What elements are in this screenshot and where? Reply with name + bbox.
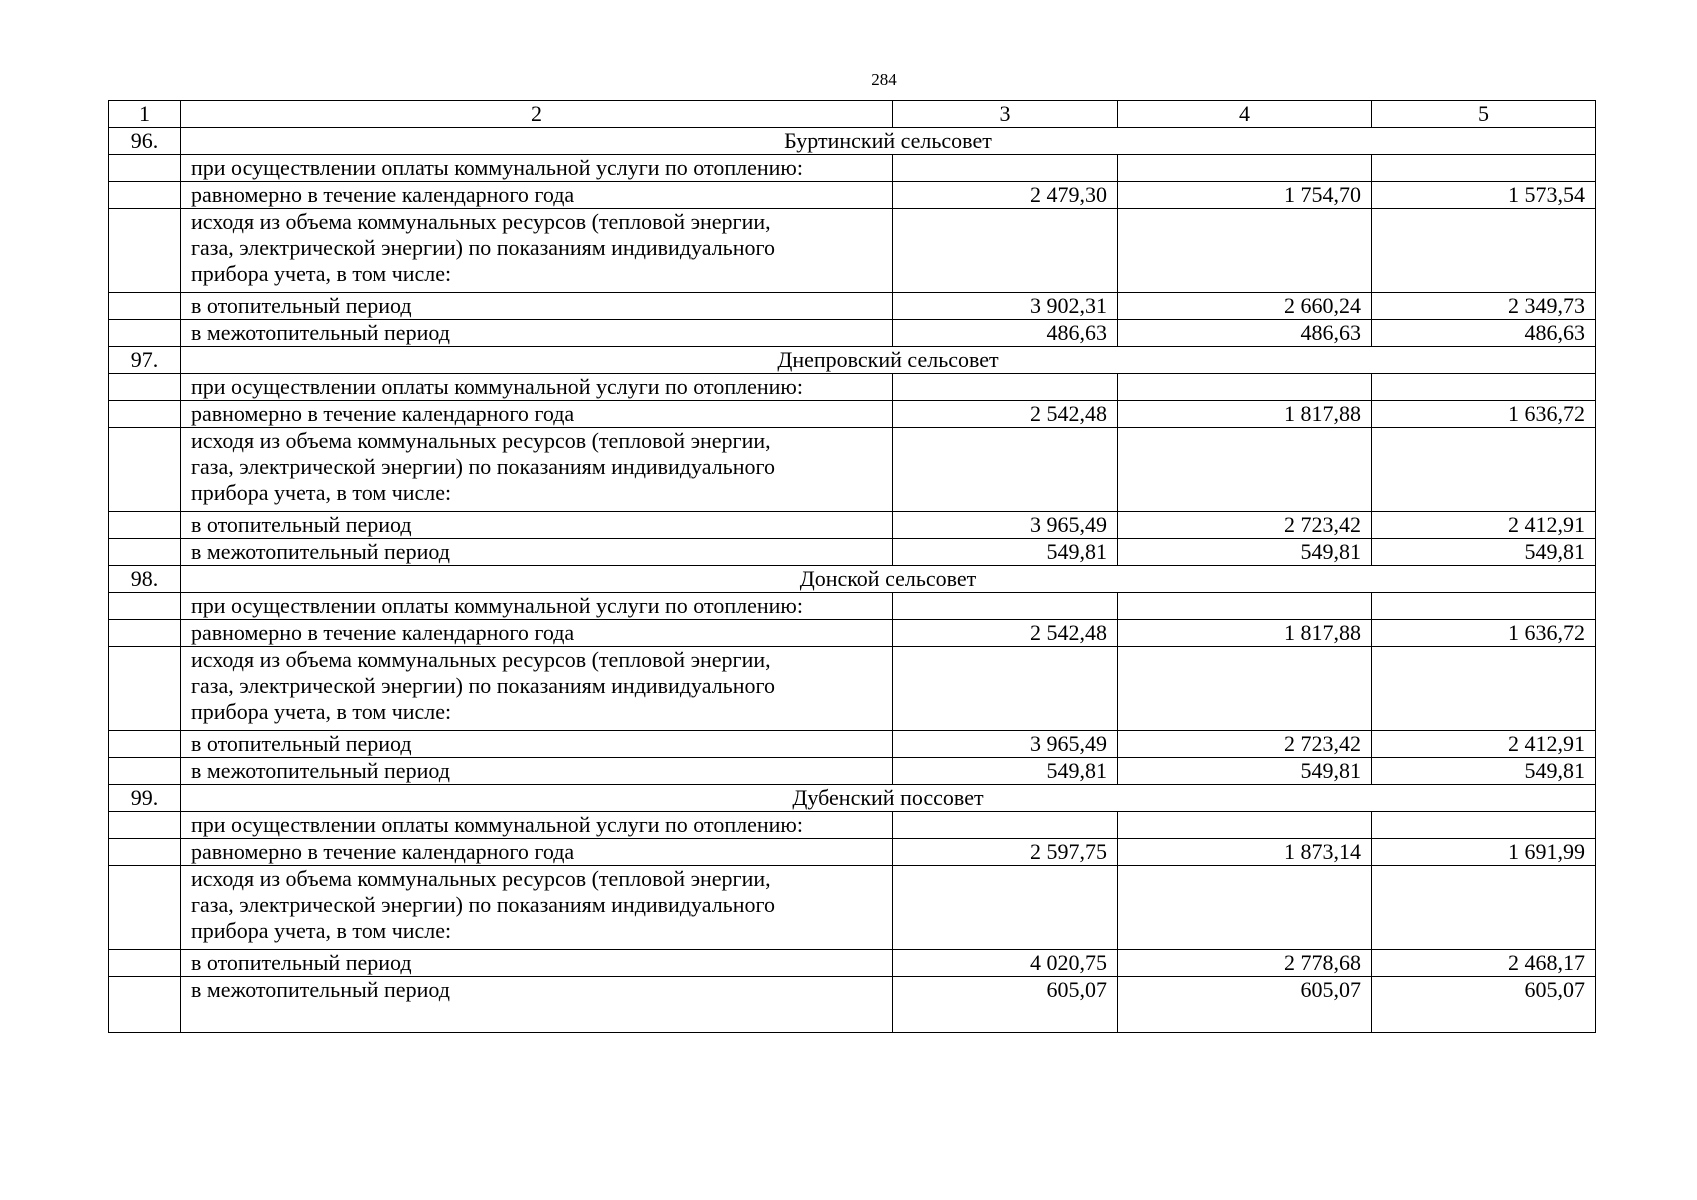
value-col5: 2 412,91 [1372,731,1596,758]
value-col5: 549,81 [1372,758,1596,785]
value-col3: 2 542,48 [893,620,1118,647]
value-col5 [1372,812,1596,839]
value-col3: 3 902,31 [893,293,1118,320]
value-col3: 2 597,75 [893,839,1118,866]
value-col3: 3 965,49 [893,731,1118,758]
row-label: в межотопительный период [181,539,893,566]
row-label: в отопительный период [181,950,893,977]
value-col3 [893,374,1118,401]
value-col4 [1118,428,1372,512]
row-label: исходя из объема коммунальных ресурсов (тепловой энергии, газа, электрической энергии) по показаниям индивидуального прибора учета, в том числе: [181,209,893,293]
table-row [109,539,1596,566]
row-label: в межотопительный период [181,977,893,1033]
value-col3 [893,593,1118,620]
table-row [109,428,1596,512]
value-col4: 549,81 [1118,539,1372,566]
header-cell: 3 [893,101,1118,128]
table-row [109,950,1596,977]
value-col3: 549,81 [893,539,1118,566]
row-label: в отопительный период [181,731,893,758]
value-col3 [893,866,1118,950]
section-name: Буртинский сельсовет [181,128,1596,155]
value-col4 [1118,155,1372,182]
value-col5: 2 412,91 [1372,512,1596,539]
value-col5 [1372,866,1596,950]
section-number: 99. [109,785,181,812]
table-row [109,758,1596,785]
row-label: равномерно в течение календарного года [181,401,893,428]
value-col3: 2 479,30 [893,182,1118,209]
value-col5 [1372,209,1596,293]
row-label: равномерно в течение календарного года [181,182,893,209]
section-name: Донской сельсовет [181,566,1596,593]
section-number: 97. [109,347,181,374]
section-name: Днепровский сельсовет [181,347,1596,374]
table-row [109,182,1596,209]
value-col5 [1372,155,1596,182]
value-col3 [893,812,1118,839]
value-col5: 1 573,54 [1372,182,1596,209]
value-col5: 605,07 [1372,977,1596,1033]
value-col3: 3 965,49 [893,512,1118,539]
value-col5 [1372,647,1596,731]
value-col3: 2 542,48 [893,401,1118,428]
table-row [109,293,1596,320]
table-row [109,731,1596,758]
value-col4: 605,07 [1118,977,1372,1033]
tariff-table [108,100,1596,1033]
value-col5: 2 349,73 [1372,293,1596,320]
value-col4: 1 817,88 [1118,401,1372,428]
value-col5: 2 468,17 [1372,950,1596,977]
row-label: равномерно в течение календарного года [181,839,893,866]
value-col3 [893,155,1118,182]
value-col4 [1118,209,1372,293]
header-row [109,101,1596,128]
value-col3: 4 020,75 [893,950,1118,977]
value-col4: 2 660,24 [1118,293,1372,320]
table-row [109,209,1596,293]
value-col3: 486,63 [893,320,1118,347]
table-row [109,512,1596,539]
row-label: в межотопительный период [181,758,893,785]
value-col5: 1 636,72 [1372,620,1596,647]
value-col5: 549,81 [1372,539,1596,566]
value-col4 [1118,374,1372,401]
row-label: при осуществлении оплаты коммунальной услуги по отоплению: [181,155,893,182]
value-col5: 1 636,72 [1372,401,1596,428]
table-row [109,977,1596,1033]
section-title-row [109,785,1596,812]
header-cell: 1 [109,101,181,128]
value-col3: 549,81 [893,758,1118,785]
value-col5 [1372,593,1596,620]
value-col5 [1372,428,1596,512]
table-row [109,155,1596,182]
table-row [109,812,1596,839]
table-row [109,593,1596,620]
value-col4: 2 723,42 [1118,731,1372,758]
value-col4 [1118,866,1372,950]
section-title-row [109,128,1596,155]
table-row [109,401,1596,428]
value-col4: 486,63 [1118,320,1372,347]
section-name: Дубенский поссовет [181,785,1596,812]
row-label: при осуществлении оплаты коммунальной услуги по отоплению: [181,374,893,401]
table-row [109,320,1596,347]
value-col4: 1 873,14 [1118,839,1372,866]
header-cell: 4 [1118,101,1372,128]
table-row [109,374,1596,401]
table-row [109,866,1596,950]
value-col4 [1118,593,1372,620]
section-title-row [109,566,1596,593]
value-col5: 486,63 [1372,320,1596,347]
row-label: при осуществлении оплаты коммунальной услуги по отоплению: [181,593,893,620]
value-col5 [1372,374,1596,401]
value-col4: 549,81 [1118,758,1372,785]
value-col3 [893,647,1118,731]
row-label: равномерно в течение календарного года [181,620,893,647]
table-row [109,647,1596,731]
value-col4: 2 778,68 [1118,950,1372,977]
value-col4: 2 723,42 [1118,512,1372,539]
row-label: в отопительный период [181,512,893,539]
section-number: 98. [109,566,181,593]
row-label: в отопительный период [181,293,893,320]
row-label: исходя из объема коммунальных ресурсов (тепловой энергии, газа, электрической энергии) по показаниям индивидуального прибора учета, в том числе: [181,428,893,512]
value-col3 [893,209,1118,293]
value-col4 [1118,647,1372,731]
row-label: исходя из объема коммунальных ресурсов (тепловой энергии, газа, электрической энергии) по показаниям индивидуального прибора учета, в том числе: [181,866,893,950]
value-col3 [893,428,1118,512]
table-row [109,839,1596,866]
value-col3: 605,07 [893,977,1118,1033]
value-col4: 1 754,70 [1118,182,1372,209]
row-label: при осуществлении оплаты коммунальной услуги по отоплению: [181,812,893,839]
table-row [109,620,1596,647]
section-number: 96. [109,128,181,155]
header-cell: 5 [1372,101,1596,128]
value-col5: 1 691,99 [1372,839,1596,866]
value-col4 [1118,812,1372,839]
value-col4: 1 817,88 [1118,620,1372,647]
page-number: 284 [871,70,897,89]
header-cell: 2 [181,101,893,128]
row-label: в межотопительный период [181,320,893,347]
row-label: исходя из объема коммунальных ресурсов (тепловой энергии, газа, электрической энергии) по показаниям индивидуального прибора учета, в том числе: [181,647,893,731]
section-title-row [109,347,1596,374]
